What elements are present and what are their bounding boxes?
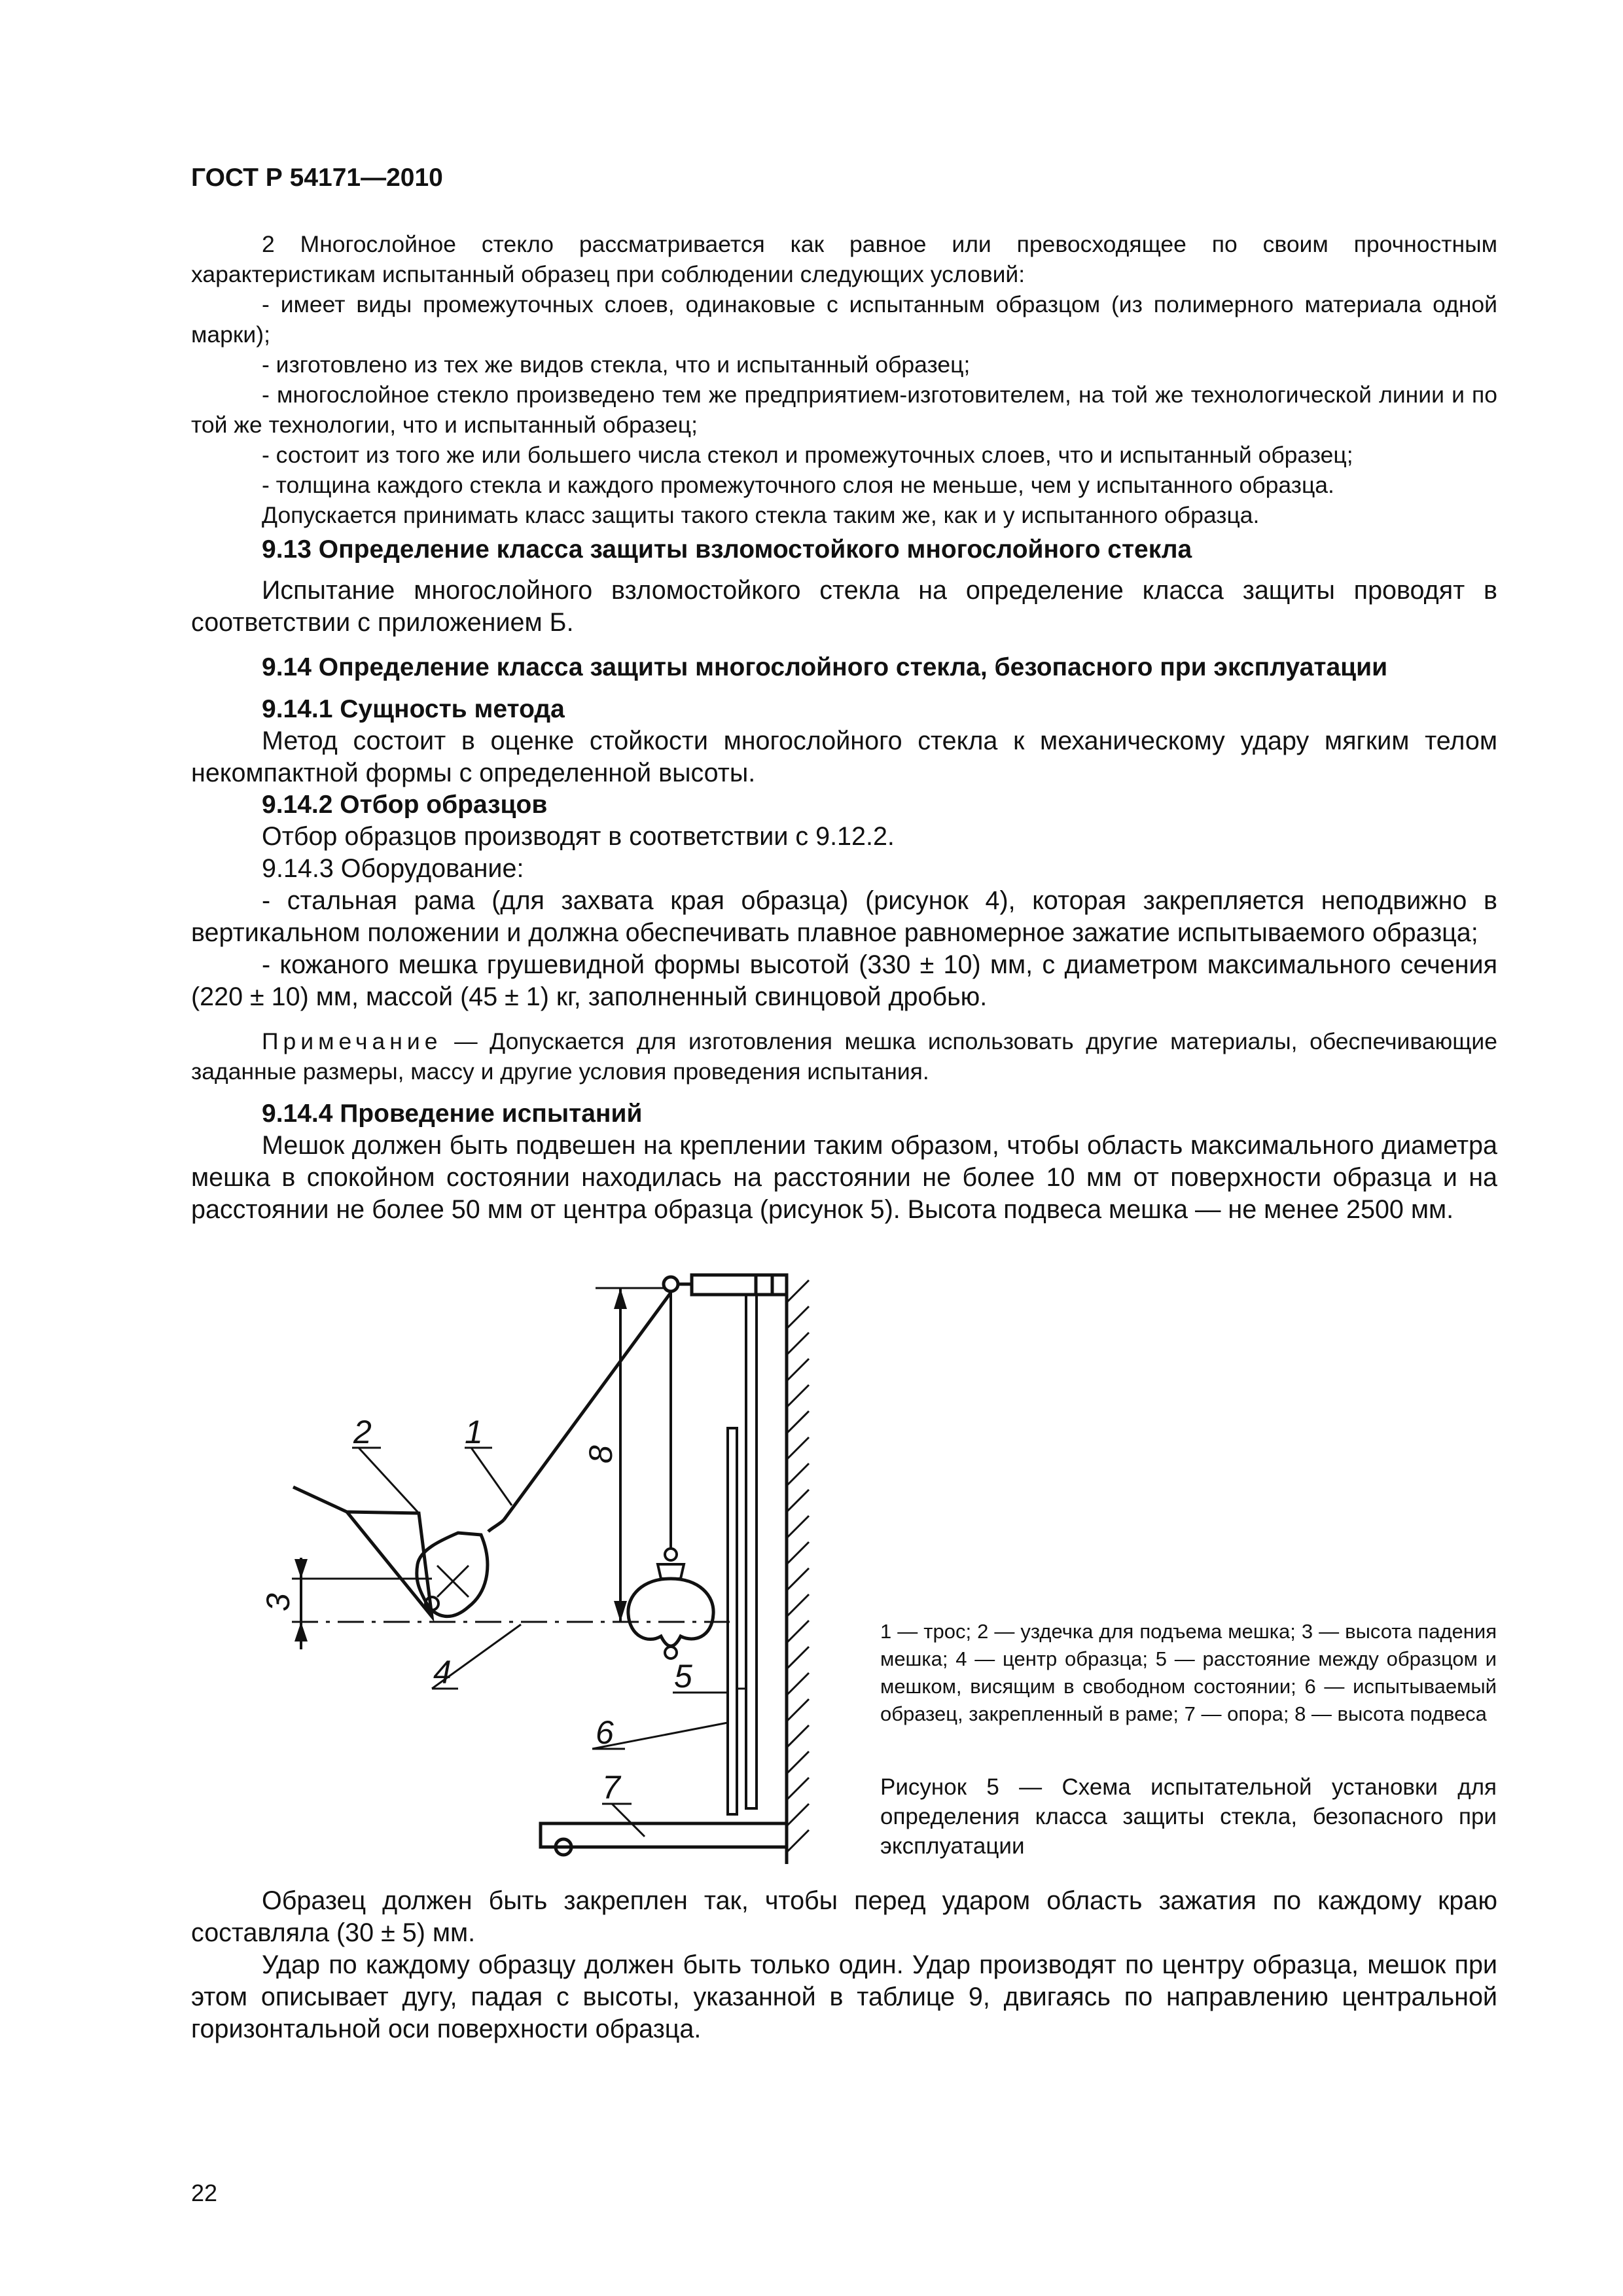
- paragraph: Метод состоит в оценке стойкости многослойного стекла к механическому удару мягким телом некомпактной формы с определенной высоты.: [191, 726, 1497, 787]
- rope: [504, 1293, 671, 1520]
- note-2-item: - состоит из того же или большего числа стекол и промежуточных слоев, что и испытанный образец;: [262, 442, 1353, 468]
- subsection-heading: 9.14.4 Проведение испытаний: [262, 1100, 643, 1128]
- note-text: — Допускается для изготовления мешка использовать другие материалы, обеспечивающие заданные размеры, массу и другие условия проведения испытания.: [191, 1028, 1497, 1085]
- figure-label-8: 8: [582, 1445, 619, 1463]
- base-support: [541, 1823, 787, 1847]
- subsection-heading: 9.14.2 Отбор образцов: [262, 791, 548, 819]
- pulley: [664, 1277, 678, 1291]
- note-2-intro: 2 Многослойное стекло рассматривается как равное или превосходящее по своим прочностным характеристикам испытанный образец при соблюдении следующих условий:: [191, 231, 1497, 287]
- section-heading: 9.13 Определение класса защиты взломостойкого многослойного стекла: [262, 535, 1192, 564]
- after-figure-text: [191, 1885, 1497, 2045]
- figure-label-2: 2: [353, 1414, 372, 1450]
- hanging-bag: [628, 1579, 713, 1646]
- paragraph: 9.14.3 Оборудование:: [262, 854, 524, 883]
- wall-hatching: [787, 1280, 809, 1852]
- document-header: ГОСТ Р 54171—2010: [191, 164, 443, 192]
- note-2-item: - изготовлено из тех же видов стекла, что и испытанный образец;: [262, 351, 971, 378]
- figure-label-3: 3: [260, 1593, 296, 1611]
- note-2-item: - толщина каждого стекла и каждого промежуточного слоя не меньше, чем у испытанного образца.: [262, 472, 1334, 498]
- section-text: Испытание многослойного взломостойкого стекла на определение класса защиты проводят в соответствии с приложением Б.: [191, 576, 1497, 637]
- note-2-item: - многослойное стекло произведено тем же предприятием-изготовителем, на той же технологической линии и по той же технологии, что и испытанный образец;: [191, 382, 1497, 438]
- figure-legend: 1 — трос; 2 — уздечка для подъема мешка; 3 — высота падения мешка; 4 — центр образца; 5 — расстояние между образцом и мешком, висящим в свободном состоянии; 6 — испытываемый образец, закрепленный в раме; 7 — опора; 8 — высота подвеса: [880, 1620, 1497, 1725]
- subsection-heading: 9.14.1 Сущность метода: [262, 695, 565, 723]
- page-number: 22: [191, 2179, 218, 2206]
- section-heading: 9.14 Определение класса защиты многослойного стекла, безопасного при эксплуатации: [262, 653, 1388, 681]
- note-2-item: - имеет виды промежуточных слоев, одинаковые с испытанным образцом (из полимерного материала одной марки);: [191, 291, 1497, 348]
- figure-label-5: 5: [674, 1658, 692, 1695]
- figure-label-1: 1: [465, 1414, 483, 1450]
- paragraph: Мешок должен быть подвешен на креплении таким образом, чтобы область максимального диаметра мешка в спокойном состоянии находилась на расстоянии не более 10 мм от поверхности образца и на расстоянии не более 50 мм от центра образца (рисунок 5). Высота подвеса мешка — не менее 2500 мм.: [191, 1131, 1497, 1224]
- figure-caption: Рисунок 5 — Схема испытательной установки для определения класса защиты стекла, безопасного при эксплуатации: [880, 1774, 1497, 1859]
- list-item: - стальная рама (для захвата края образца) (рисунок 4), которая закрепляется неподвижно в вертикальном положении и должна обеспечивать плавное равномерное зажатие испытываемого образца;: [191, 886, 1497, 947]
- paragraph: Удар по каждому образцу должен быть только один. Удар производят по центру образца, мешок при этом описывает дугу, падая с высоты, указанной в таблице 9, двигаясь по направлению центральной горизонтальной оси поверхности образца.: [191, 1950, 1497, 2043]
- figure-label-4: 4: [433, 1654, 452, 1691]
- paragraph: Отбор образцов производят в соответствии с 9.12.2.: [262, 822, 895, 851]
- top-bracket: [692, 1275, 787, 1295]
- note-2-conclusion: Допускается принимать класс защиты такого стекла таким же, как и у испытанного образца.: [262, 502, 1260, 528]
- figure-label-6: 6: [596, 1714, 614, 1751]
- list-item: - кожаного мешка грушевидной формы высотой (330 ± 10) мм, с диаметром максимального сечения (220 ± 10) мм, массой (45 ± 1) кг, заполненный свинцовой дробью.: [191, 950, 1497, 1011]
- paragraph: Образец должен быть закреплен так, чтобы перед ударом область зажатия по каждому краю составляла (30 ± 5) мм.: [191, 1886, 1497, 1947]
- support-post: [746, 1295, 757, 1808]
- figure-label-7: 7: [602, 1769, 620, 1806]
- note-label: Примечание: [262, 1028, 442, 1054]
